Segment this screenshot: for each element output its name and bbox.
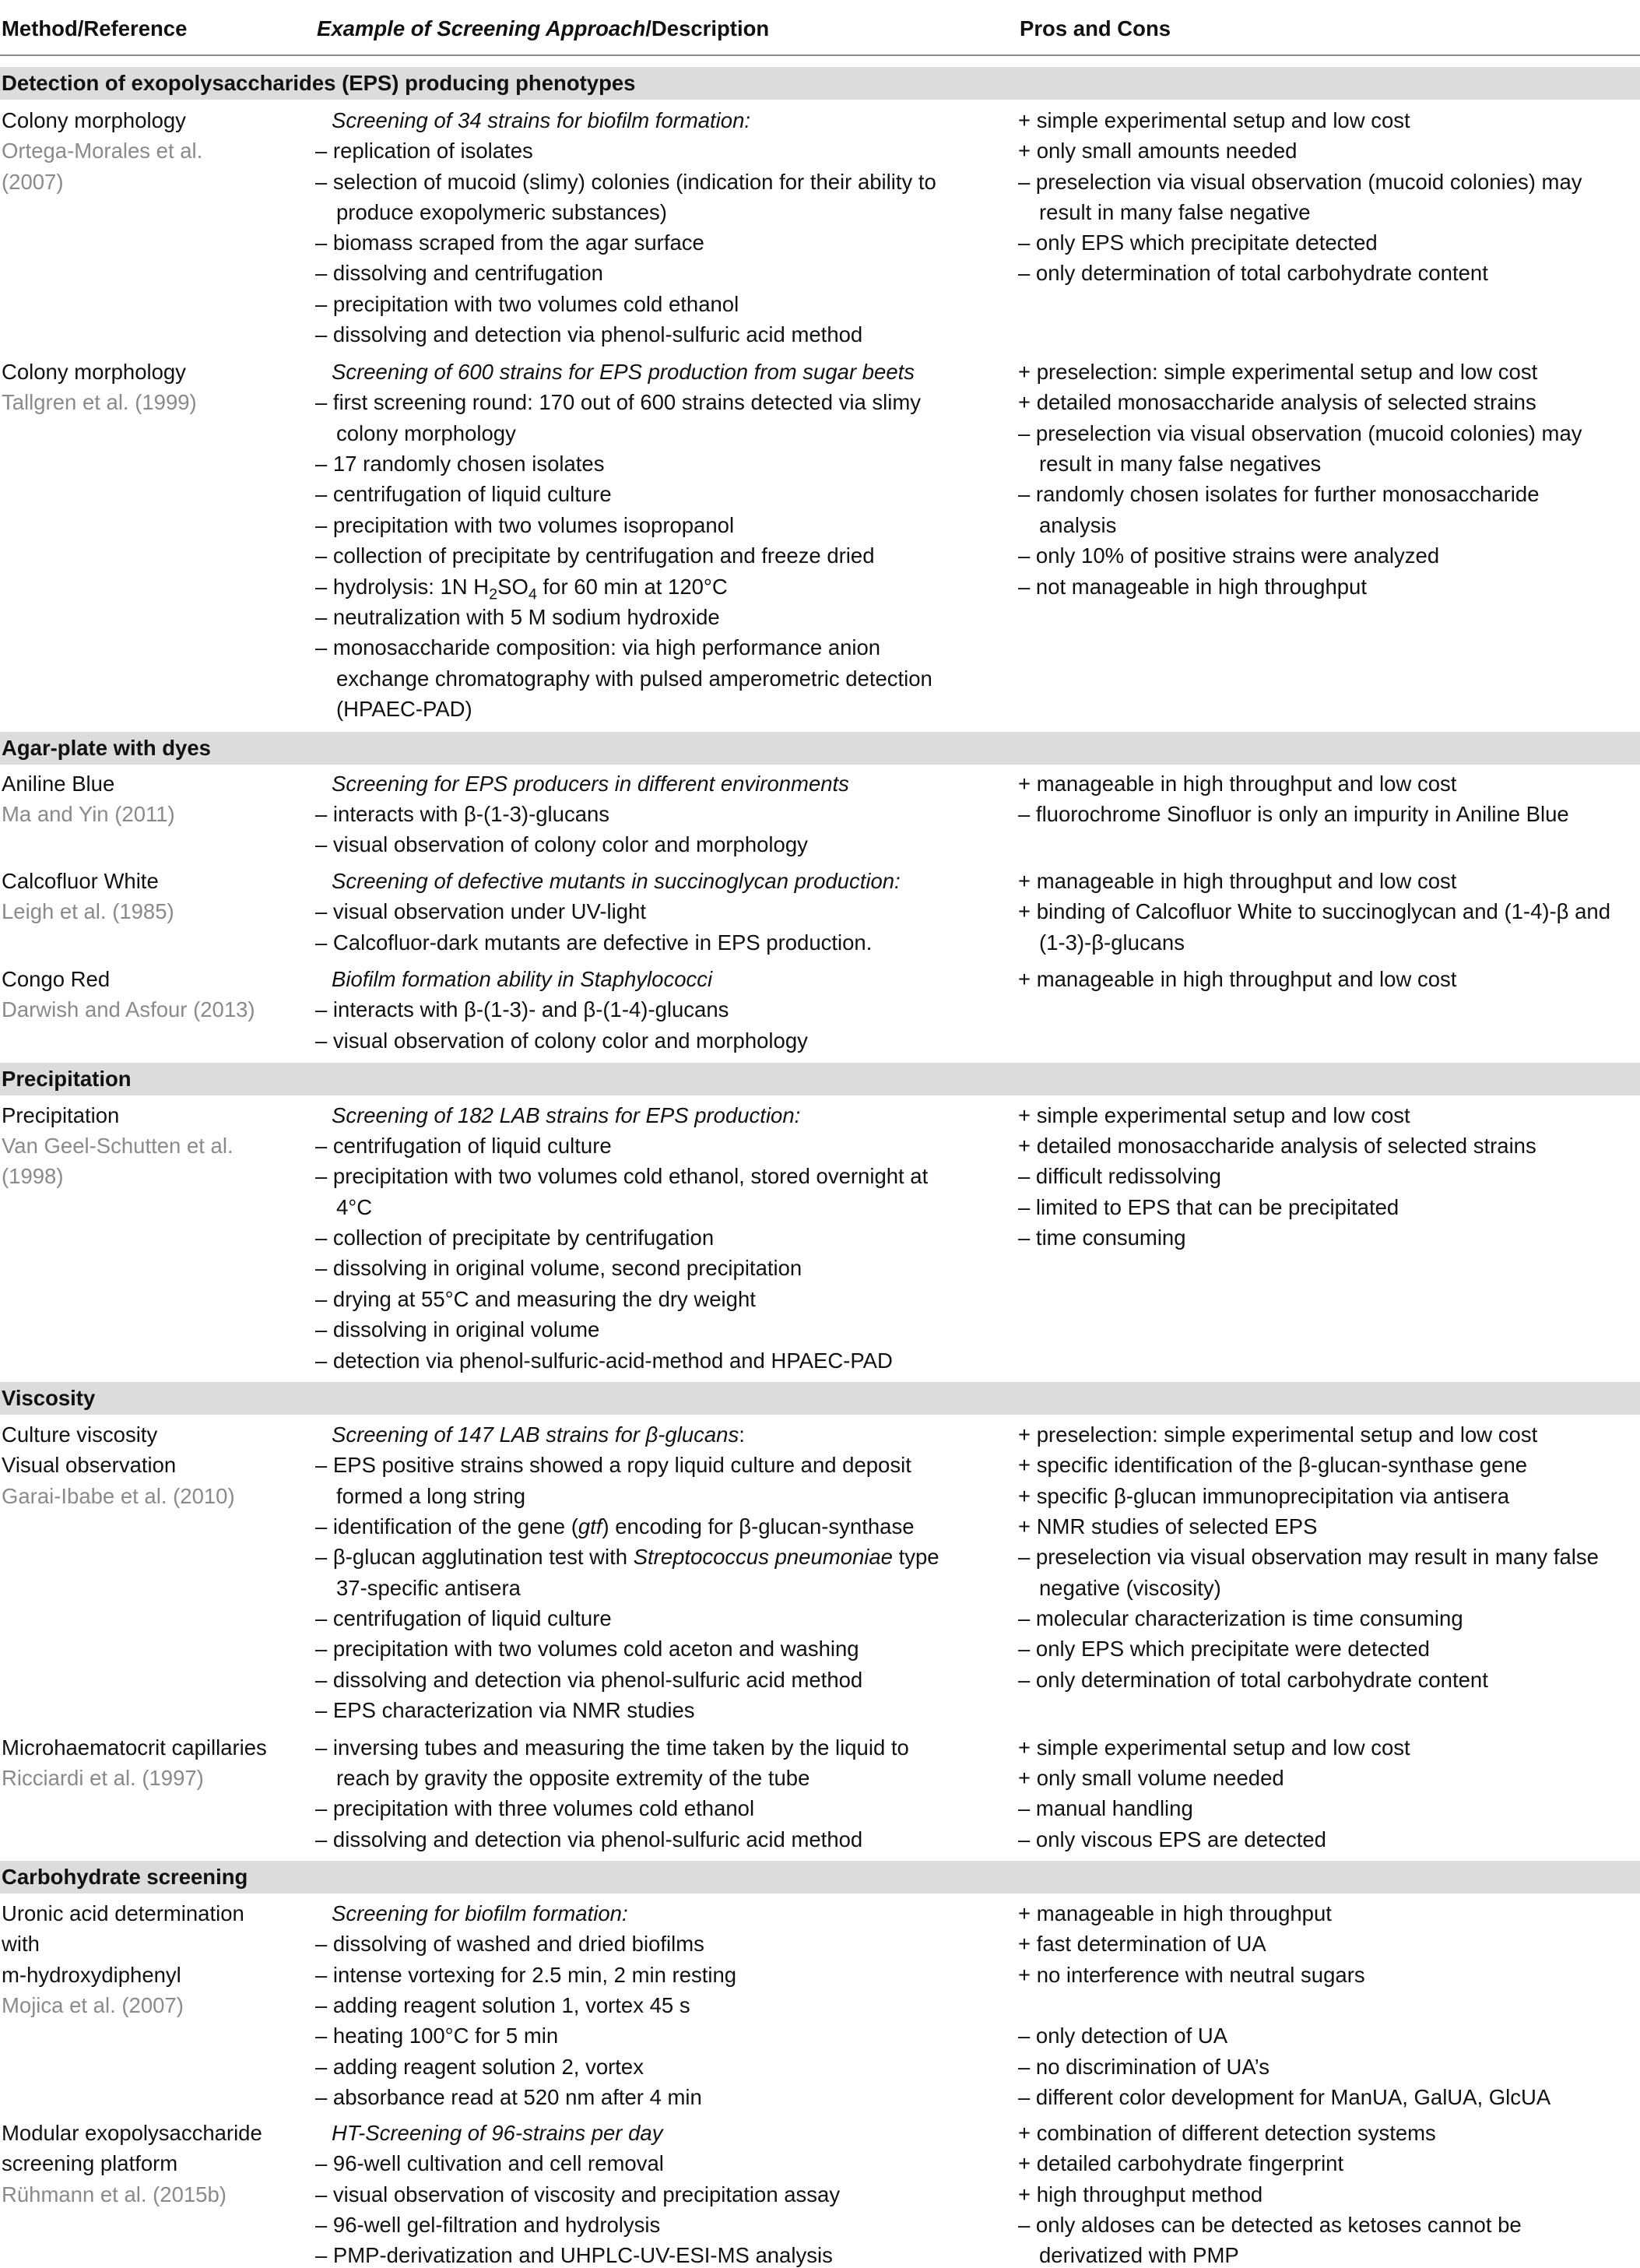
pro-con-line: + simple experimental setup and low cost (1018, 1103, 1410, 1127)
description-line: – precipitation with two volumes isopropanol (315, 513, 735, 537)
method-name: Microhaematocrit capillaries (2, 1735, 267, 1760)
description-line: 37-specific antisera (336, 1576, 521, 1600)
approach-title: Screening for EPS producers in different environments (332, 772, 849, 796)
reference-year[interactable]: (2010) (173, 1484, 235, 1508)
approach-title: Screening of defective mutants in succinoglycan production: (332, 869, 901, 893)
text-part: – hydrolysis: 1N H (315, 575, 490, 599)
reference[interactable] (2, 1481, 235, 1512)
reference-year[interactable]: (2015b) (153, 2182, 227, 2206)
section-title-carbohydrate: Carbohydrate screening (2, 1865, 248, 1889)
pro-con-line: + no interference with neutral sugars (1018, 1963, 1365, 1987)
reference-authors[interactable]: Garai-Ibabe et al. (2, 1484, 167, 1508)
method-name: Calcofluor White (2, 869, 159, 893)
header-example-italic: Example of Screening Approach (317, 16, 646, 40)
description-line: exchange chromatography with pulsed amperometric detection (336, 666, 932, 691)
pro-con-line: + fast determination of UA (1018, 1932, 1266, 1956)
pro-con-line: + manageable in high throughput and low cost (1018, 869, 1457, 893)
approach-title: HT-Screening of 96-strains per day (332, 2121, 663, 2145)
reference-authors[interactable]: Leigh et al. (2, 899, 107, 923)
reference-authors[interactable]: Ma and Yin (2, 802, 109, 826)
method-name: Visual observation (2, 1453, 177, 1477)
reference[interactable] (2, 2179, 227, 2210)
description-line: – visual observation under UV-light (315, 899, 646, 923)
pro-con-line: – only viscous EPS are detected (1018, 1827, 1326, 1851)
reference[interactable] (2, 1763, 204, 1794)
pro-con-line: + simple experimental setup and low cost (1018, 108, 1410, 132)
section-bar-agar-plate (0, 732, 1640, 765)
description-line: – dissolving in original volume, second precipitation (315, 1256, 802, 1280)
pro-con-line: + only small volume needed (1018, 1766, 1284, 1790)
description-line: – 96-well cultivation and cell removal (315, 2151, 664, 2175)
description-line: – precipitation with two volumes cold aceton and washing (315, 1637, 859, 1661)
description-line: – interacts with β-(1-3)-glucans (315, 802, 610, 826)
pro-con-line: + preselection: simple experimental setup and low cost (1018, 1422, 1538, 1447)
reference-authors[interactable]: Mojica et al. (2, 1993, 116, 2017)
pro-con-line: – only detection of UA (1018, 2024, 1228, 2048)
pro-con-line: – difficult redissolving (1018, 1164, 1221, 1188)
reference-authors[interactable]: Ortega-Morales et al. (2, 139, 203, 163)
method-name: Precipitation (2, 1103, 120, 1127)
pro-con-line: – only EPS which precipitate were detected (1018, 1637, 1430, 1661)
pro-con-line: result in many false negatives (1039, 452, 1322, 476)
description-line: – PMP-derivatization and UHPLC-UV-ESI-MS analysis (315, 2243, 833, 2267)
description-line: – 17 randomly chosen isolates (315, 452, 605, 476)
method-name: Modular exopolysaccharide (2, 2121, 262, 2145)
header-method: Method/Reference (2, 16, 188, 40)
header-pros-cons: Pros and Cons (1020, 16, 1171, 40)
pro-con-line: + detailed monosaccharide analysis of selected strains (1018, 1134, 1536, 1158)
description-line (315, 1511, 915, 1542)
reference-year[interactable]: (2007) (121, 1993, 184, 2017)
pro-con-line: – preselection via visual observation may result in many false (1018, 1545, 1599, 1569)
section-bar-viscosity (0, 1382, 1640, 1415)
pro-con-line: + simple experimental setup and low cost (1018, 1735, 1410, 1760)
description-line: – visual observation of colony color and morphology (315, 1029, 808, 1053)
pro-con-line: – only 10% of positive strains were analyzed (1018, 543, 1440, 568)
approach-title-colon: : (739, 1422, 745, 1447)
description-line: – inversing tubes and measuring the time taken by the liquid to (315, 1735, 909, 1760)
text-part: – identification of the gene ( (315, 1514, 578, 1538)
description-line: – drying at 55°C and measuring the dry weight (315, 1287, 756, 1311)
pro-con-line: + specific β-glucan immunoprecipitation via antisera (1018, 1484, 1510, 1508)
description-line: – collection of precipitate by centrifugation and freeze dried (315, 543, 875, 568)
pro-con-line: + manageable in high throughput (1018, 1901, 1332, 1925)
method-name: m-hydroxydiphenyl (2, 1963, 181, 1987)
reference-year[interactable]: (1997) (142, 1766, 204, 1790)
subscript: 2 (489, 585, 498, 603)
reference-year[interactable]: (2013) (193, 997, 255, 1021)
pro-con-line: – only EPS which precipitate detected (1018, 230, 1378, 255)
pro-con-line: negative (viscosity) (1039, 1576, 1221, 1600)
pro-con-line: + high throughput method (1018, 2182, 1263, 2206)
section-title-agar-plate: Agar-plate with dyes (2, 736, 211, 760)
pro-con-line: + specific identification of the β-glucan-synthase gene (1018, 1453, 1528, 1477)
pro-con-line: – manual handling (1018, 1796, 1193, 1820)
pro-con-line: – not manageable in high throughput (1018, 575, 1367, 599)
description-line: – dissolving and detection via phenol-sulfuric acid method (315, 1668, 863, 1692)
reference[interactable] (2, 1990, 184, 2021)
method-name: Culture viscosity (2, 1422, 158, 1447)
pro-con-line: + only small amounts needed (1018, 139, 1298, 163)
pro-con-line: – only determination of total carbohydrate content (1018, 261, 1488, 285)
pro-con-line: analysis (1039, 513, 1117, 537)
reference-year[interactable]: (1998) (2, 1164, 64, 1188)
description-line: – heating 100°C for 5 min (315, 2024, 559, 2048)
description-line: reach by gravity the opposite extremity of the tube (336, 1766, 810, 1790)
pro-con-line: + detailed monosaccharide analysis of selected strains (1018, 390, 1536, 414)
approach-title: Screening of 34 strains for biofilm formation: (332, 108, 751, 132)
subscript: 4 (528, 585, 537, 603)
reference-authors[interactable]: Van Geel-Schutten et al. (2, 1134, 234, 1158)
header-example (317, 13, 769, 44)
pro-con-line: – different color development for ManUA, GalUA, GlcUA (1018, 2085, 1551, 2109)
method-name: Colony morphology (2, 360, 186, 384)
approach-title: Screening of 600 strains for EPS production from sugar beets (332, 360, 915, 384)
reference-authors[interactable]: Ricciardi et al. (2, 1766, 136, 1790)
reference-authors[interactable]: Darwish and Asfour (2, 997, 188, 1021)
section-title-viscosity: Viscosity (2, 1386, 96, 1410)
description-line: – first screening round: 170 out of 600 strains detected via slimy (315, 390, 922, 414)
section-title-eps-detection: Detection of exopolysaccharides (EPS) producing phenotypes (2, 71, 636, 95)
description-line: 4°C (336, 1195, 373, 1219)
reference-year[interactable]: (1985) (112, 899, 174, 923)
method-name: with (2, 1932, 40, 1956)
pro-con-line: – preselection via visual observation (mucoid colonies) may (1018, 421, 1582, 445)
description-line: – replication of isolates (315, 139, 533, 163)
description-line: – Calcofluor-dark mutants are defective in EPS production. (315, 930, 873, 955)
description-line: – collection of precipitate by centrifugation (315, 1225, 715, 1250)
description-line: – centrifugation of liquid culture (315, 1606, 612, 1630)
pro-con-line: + detailed carbohydrate fingerprint (1018, 2151, 1344, 2175)
description-line: – dissolving in original volume (315, 1317, 600, 1341)
pro-con-line: + binding of Calcofluor White to succinoglycan and (1-4)-β and (1018, 899, 1611, 923)
reference[interactable] (2, 896, 174, 927)
species-name: Streptococcus pneumoniae (633, 1545, 893, 1569)
pro-con-line: – only aldoses can be detected as ketoses cannot be (1018, 2213, 1522, 2237)
pro-con-line: – no discrimination of UA’s (1018, 2055, 1270, 2079)
reference[interactable] (2, 387, 197, 418)
description-line: – interacts with β-(1-3)- and β-(1-4)-glucans (315, 997, 729, 1021)
description-line-hydrolysis (315, 571, 728, 603)
text-part: type (892, 1545, 939, 1569)
method-name: Uronic acid determination (2, 1901, 244, 1925)
description-line: – EPS characterization via NMR studies (315, 1698, 695, 1722)
description-line: – centrifugation of liquid culture (315, 1134, 612, 1158)
pro-con-line: + manageable in high throughput and low cost (1018, 967, 1457, 991)
text-part: for 60 min at 120°C (536, 575, 728, 599)
description-line: – selection of mucoid (slimy) colonies (indication for their ability to (315, 170, 936, 194)
header-example-rest: /Description (645, 16, 770, 40)
description-line (315, 1542, 939, 1573)
description-line: – monosaccharide composition: via high performance anion (315, 635, 881, 659)
pro-con-line: (1-3)-β-glucans (1039, 930, 1185, 955)
pro-con-line: – molecular characterization is time consuming (1018, 1606, 1463, 1630)
gene-name: gtf (578, 1514, 602, 1538)
pro-con-line: – limited to EPS that can be precipitated (1018, 1195, 1399, 1219)
description-line: formed a long string (336, 1484, 526, 1508)
description-line: – precipitation with three volumes cold ethanol (315, 1796, 755, 1820)
pro-con-line: – randomly chosen isolates for further monosaccharide (1018, 482, 1540, 506)
text-part: ) encoding for β-glucan-synthase (602, 1514, 915, 1538)
method-name: Colony morphology (2, 108, 186, 132)
header-rule (0, 55, 1640, 56)
description-line: – biomass scraped from the agar surface (315, 230, 704, 255)
description-line: – EPS positive strains showed a ropy liquid culture and deposit (315, 1453, 911, 1477)
pro-con-line: – time consuming (1018, 1225, 1186, 1250)
description-line: – dissolving and centrifugation (315, 261, 603, 285)
pro-con-line: + NMR studies of selected EPS (1018, 1514, 1318, 1538)
description-line: – dissolving of washed and dried biofilms (315, 1932, 704, 1956)
reference-year[interactable]: (2011) (114, 802, 175, 826)
description-line: – absorbance read at 520 nm after 4 min (315, 2085, 702, 2109)
approach-title: Biofilm formation ability in Staphylococci (332, 967, 713, 991)
description-line: – centrifugation of liquid culture (315, 482, 612, 506)
section-bar-precipitation (0, 1063, 1640, 1095)
section-title-precipitation: Precipitation (2, 1067, 132, 1091)
reference-year[interactable]: (1999) (135, 390, 197, 414)
pro-con-line: result in many false negative (1039, 200, 1311, 224)
description-line: – precipitation with two volumes cold ethanol (315, 292, 739, 316)
pro-con-line: + preselection: simple experimental setup and low cost (1018, 360, 1538, 384)
description-line: – adding reagent solution 1, vortex 45 s (315, 1993, 690, 2017)
approach-title (332, 1419, 745, 1450)
pro-con-line: – only determination of total carbohydrate content (1018, 1668, 1488, 1692)
description-line: – detection via phenol-sulfuric-acid-method and HPAEC-PAD (315, 1348, 893, 1373)
method-name: Aniline Blue (2, 772, 115, 796)
description-line: – dissolving and detection via phenol-sulfuric acid method (315, 1827, 863, 1851)
text-part: – β-glucan agglutination test with (315, 1545, 634, 1569)
description-line: – visual observation of colony color and morphology (315, 832, 808, 856)
description-line: produce exopolymeric substances) (336, 200, 667, 224)
reference-authors[interactable]: Tallgren et al. (2, 390, 129, 414)
pro-con-line: + combination of different detection systems (1018, 2121, 1436, 2145)
reference[interactable] (2, 799, 175, 830)
description-line: – 96-well gel-filtration and hydrolysis (315, 2213, 661, 2237)
method-name: screening platform (2, 2151, 178, 2175)
text-part: SO (497, 575, 529, 599)
description-line: – dissolving and detection via phenol-sulfuric acid method (315, 322, 863, 346)
approach-title-italic: Screening of 147 LAB strains for β-glucans (332, 1422, 739, 1447)
description-line: colony morphology (336, 421, 516, 445)
description-line: (HPAEC-PAD) (336, 697, 472, 721)
method-name: Congo Red (2, 967, 111, 991)
pro-con-line: – fluorochrome Sinofluor is only an impurity in Aniline Blue (1018, 802, 1569, 826)
description-line: – visual observation of viscosity and precipitation assay (315, 2182, 841, 2206)
description-line: – adding reagent solution 2, vortex (315, 2055, 644, 2079)
reference-authors[interactable]: Rühmann et al. (2, 2182, 147, 2206)
pro-con-line: – preselection via visual observation (mucoid colonies) may (1018, 170, 1582, 194)
reference-year[interactable]: (2007) (2, 170, 64, 194)
description-line: – neutralization with 5 M sodium hydroxide (315, 605, 720, 629)
description-line: – precipitation with two volumes cold ethanol, stored overnight at (315, 1164, 929, 1188)
pro-con-line: + manageable in high throughput and low cost (1018, 772, 1457, 796)
approach-title: Screening of 182 LAB strains for EPS production: (332, 1103, 801, 1127)
pro-con-line: derivatized with PMP (1039, 2243, 1239, 2267)
reference[interactable] (2, 994, 255, 1025)
description-line: – intense vortexing for 2.5 min, 2 min resting (315, 1963, 737, 1987)
approach-title: Screening for biofilm formation: (332, 1901, 628, 1925)
